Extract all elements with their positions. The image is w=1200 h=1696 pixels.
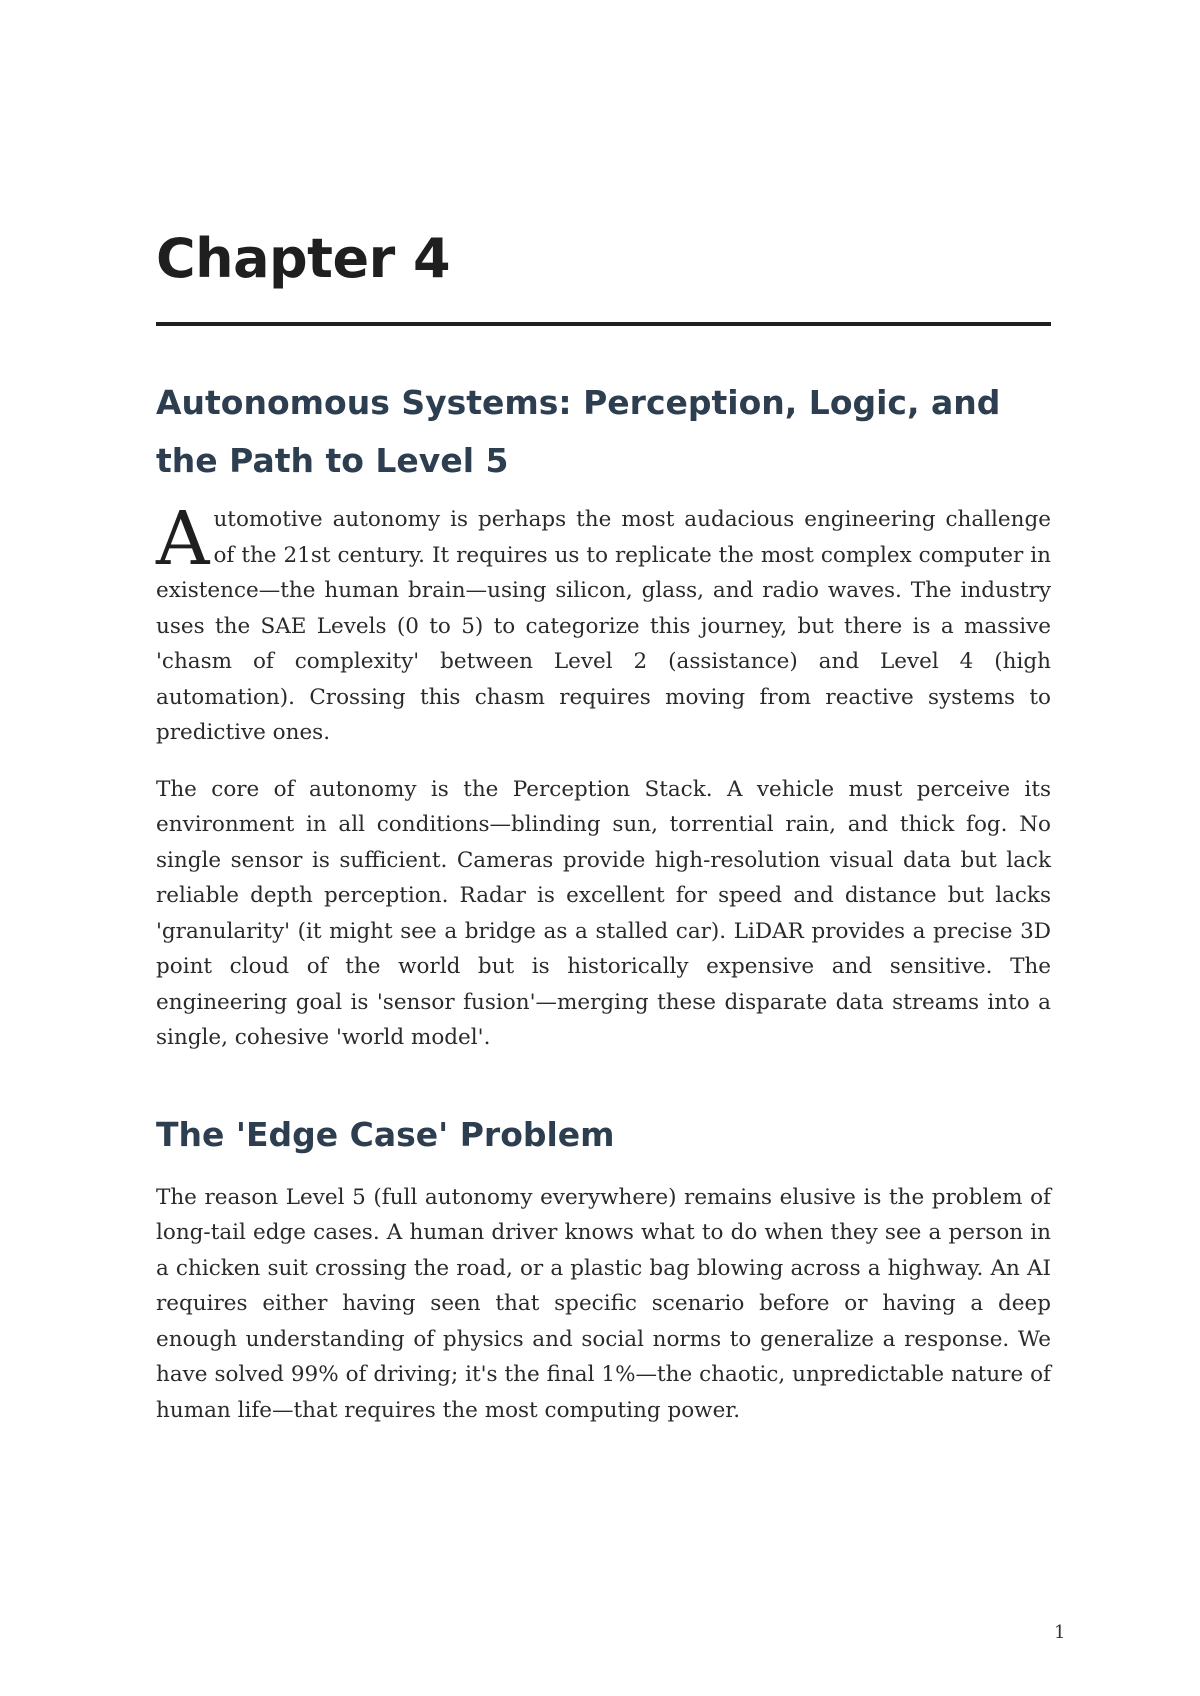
section-heading-edge-case: The 'Edge Case' Problem — [156, 1114, 615, 1154]
page-number: 1 — [1054, 1622, 1066, 1643]
section-heading-autonomous-systems: Autonomous Systems: Perception, Logic, and the Path to Level 5 — [156, 383, 1001, 480]
chapter-content — [156, 374, 1051, 1449]
edge-case-paragraph: The reason Level 5 (full autonomy everywhere) remains elusive is the problem of long-tail edge cases. A human driver knows what to do when they see a person in a chicken suit crossing the road, or a plastic bag blowing across a highway. An AI requires either having seen that specific scenario before or having a deep enough understanding of physics and social norms to generalize a response. We have solved 99% of driving; it's the final 1%—the chaotic, unpredictable nature of human life—that requires the most computing power. — [156, 1184, 1051, 1423]
drop-cap: A — [156, 496, 210, 582]
intro-paragraph-text: utomotive autonomy is perhaps the most audacious engineering challenge of the 21st century. It requires us to replicate the most complex computer in existence—the human brain—using silicon, glass, and radio waves. The industry uses the SAE Levels (0 to 5) to categorize this journey, but there is a massive 'chasm of complexity' between Level 2 (assistance) and Level 4 (high automation). Crossing this chasm requires moving from reactive systems to predictive ones. — [156, 507, 1051, 745]
perception-paragraph: The core of autonomy is the Perception Stack. A vehicle must perceive its environment in all conditions—blinding sun, torrential rain, and thick fog. No single sensor is sufficient. Cameras provide high-resolution visual data but lack reliable depth perception. Radar is excellent for speed and distance but lacks 'granularity' (it might see a bridge as a stalled car). LiDAR provides a precise 3D point cloud of the world but is historically expensive and sensitive. The engineering goal is 'sensor fusion'—merging these disparate data streams into a single, cohesive 'world model'. — [156, 776, 1051, 1050]
intro-paragraph — [156, 496, 1051, 751]
chapter-divider — [156, 322, 1051, 326]
chapter-title: Chapter 4 — [156, 227, 451, 290]
document-page — [156, 0, 1051, 1696]
